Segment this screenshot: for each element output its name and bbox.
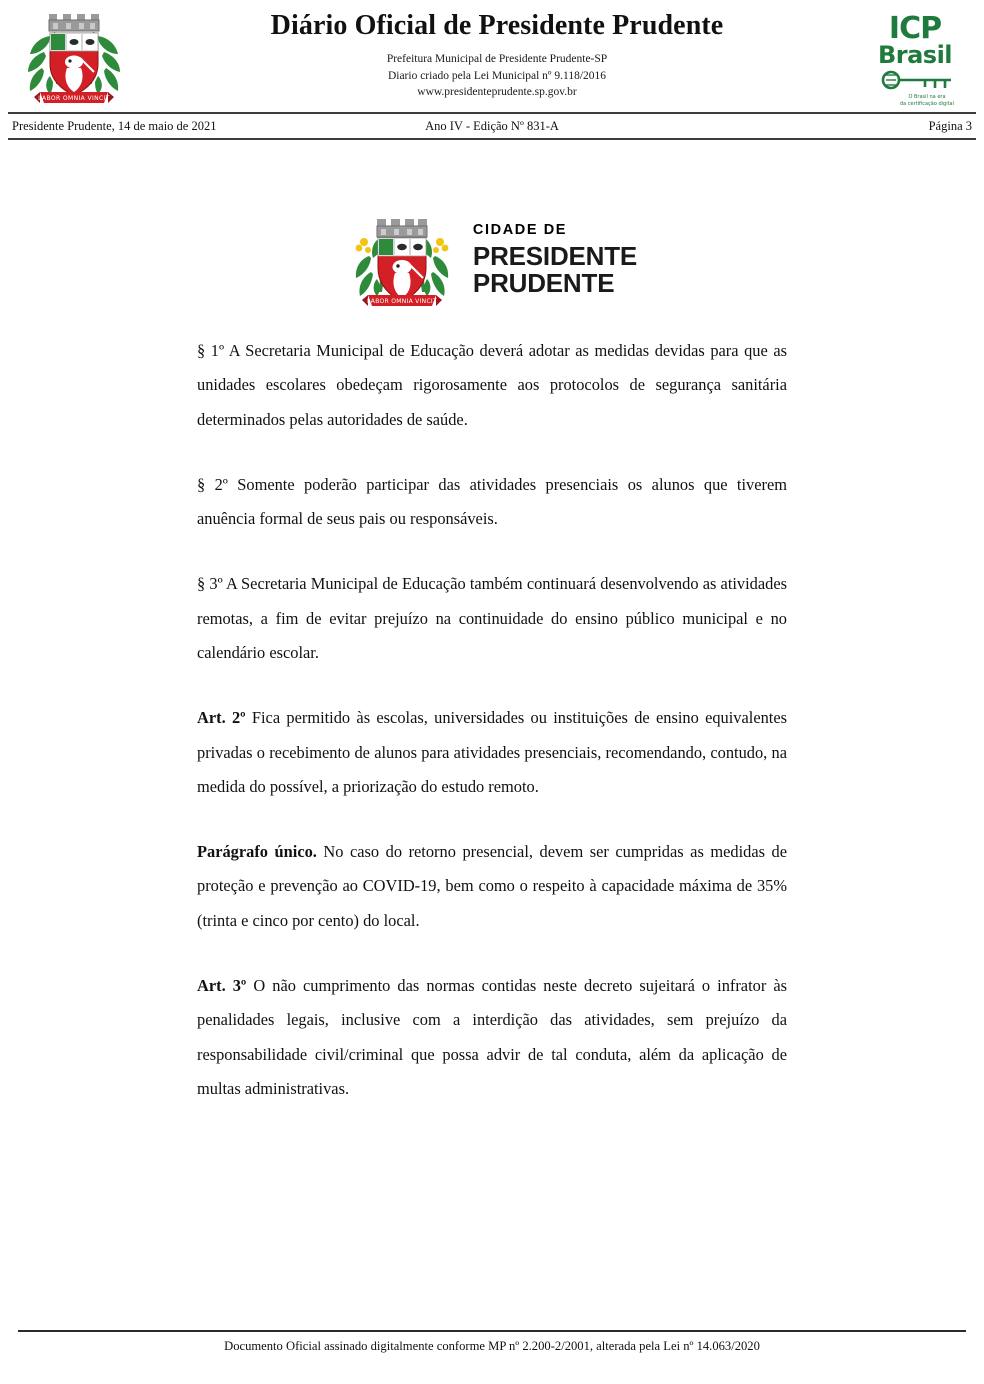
paragrafo-unico (197, 835, 787, 938)
city-name-line-1: PRESIDENTE (472, 240, 638, 271)
article-3-text: O não cumprimento das normas contidas neste decreto sujeitará o infrator às penalidades legais, inclusive com a interdição das atividades, sem prejuízo da responsabilidade civil/criminal que possa advir de tal conduta, além da aplicação de multas administrativas. (197, 975, 787, 1098)
city-motto: LABOR OMNIA VINCIT (366, 298, 437, 305)
article-3 (197, 969, 787, 1106)
city-coat-of-arms-icon (347, 212, 457, 308)
masthead-titles (134, 4, 860, 112)
paragraph-1: § 1º A Secretaria Municipal de Educação deverá adotar as medidas devidas para que as unidades escolares obedeçam rigorosamente aos protocolos de segurança sanitária determinados pelas autoridades de saúde. (197, 341, 787, 429)
svg-text:Brasil: Brasil (877, 41, 953, 69)
page-title: Diário Oficial de Presidente Prudente (270, 10, 724, 41)
subtitle-line-3-website: www.presidenteprudente.sp.gov.br (417, 86, 577, 99)
icp-brasil-logo (860, 4, 970, 112)
paragraph-3: § 3º A Secretaria Municipal de Educação também continuará desenvolvendo as atividades remotas, a fim de evitar prejuízo na continuidade do ensino público municipal e no calendário escolar. (197, 574, 787, 662)
article-2-text: Fica permitido às escolas, universidades ou instituições de ensino equivalentes privadas o recebimento de alunos para atividades presenciais, recomendando, contudo, na medida do possível, a priorização do estudo remoto. (197, 708, 787, 796)
masthead-subtitle (387, 51, 607, 100)
coat-of-arms-icon (20, 6, 128, 110)
issue-date: Presidente Prudente, 14 de maio de 2021 (12, 118, 217, 133)
decree-body (197, 308, 787, 1106)
article-3-label: Art. 3º (197, 975, 247, 995)
page-footer (0, 1330, 984, 1384)
subtitle-line-1: Prefeitura Municipal de Presidente Prudente-SP (386, 53, 608, 66)
header-rule-bottom (8, 138, 976, 140)
issue-number: Ano IV - Edição Nº 831-A (425, 118, 559, 133)
masthead (0, 0, 984, 112)
page-number: Página 3 (928, 118, 972, 133)
city-logo-block (0, 212, 984, 308)
article-2 (197, 701, 787, 804)
city-kicker: CIDADE DE (472, 222, 568, 239)
svg-text:ICP: ICP (888, 11, 942, 46)
city-name-line-2: PRUDENTE (472, 267, 615, 298)
icp-tagline-line-1: O Brasil na era (908, 94, 946, 100)
paragrafo-unico-label: Parágrafo único. (197, 842, 317, 862)
article-2-label: Art. 2º (197, 708, 246, 728)
masthead-coat-of-arms (14, 4, 134, 112)
paragrafo-unico-text: No caso do retorno presencial, devem ser cumpridas as medidas de proteção e prevenção ao COVID-19, bem como o respeito à capacidade máxima de 35% (trinta e cinco por cento) do local. (197, 842, 787, 930)
info-bar (0, 114, 984, 138)
paragraph-2: § 2º Somente poderão participar das atividades presenciais os alunos que tiverem anuência formal de seus pais ou responsáveis. (197, 474, 787, 529)
subtitle-line-2: Diario criado pela Lei Municipal nº 9.118/2016 (387, 69, 607, 82)
icp-brasil-icon (867, 8, 963, 108)
city-wordmark (473, 223, 637, 296)
icp-tagline-line-2: da certificação digital (899, 101, 955, 107)
svg-text:LABOR OMNIA VINCIT: LABOR OMNIA VINCIT (38, 95, 110, 102)
footer-signature-note: Documento Oficial assinado digitalmente conforme MP nº 2.200-2/2001, alterada pela Lei nº 14.063/2020 (224, 1339, 760, 1353)
